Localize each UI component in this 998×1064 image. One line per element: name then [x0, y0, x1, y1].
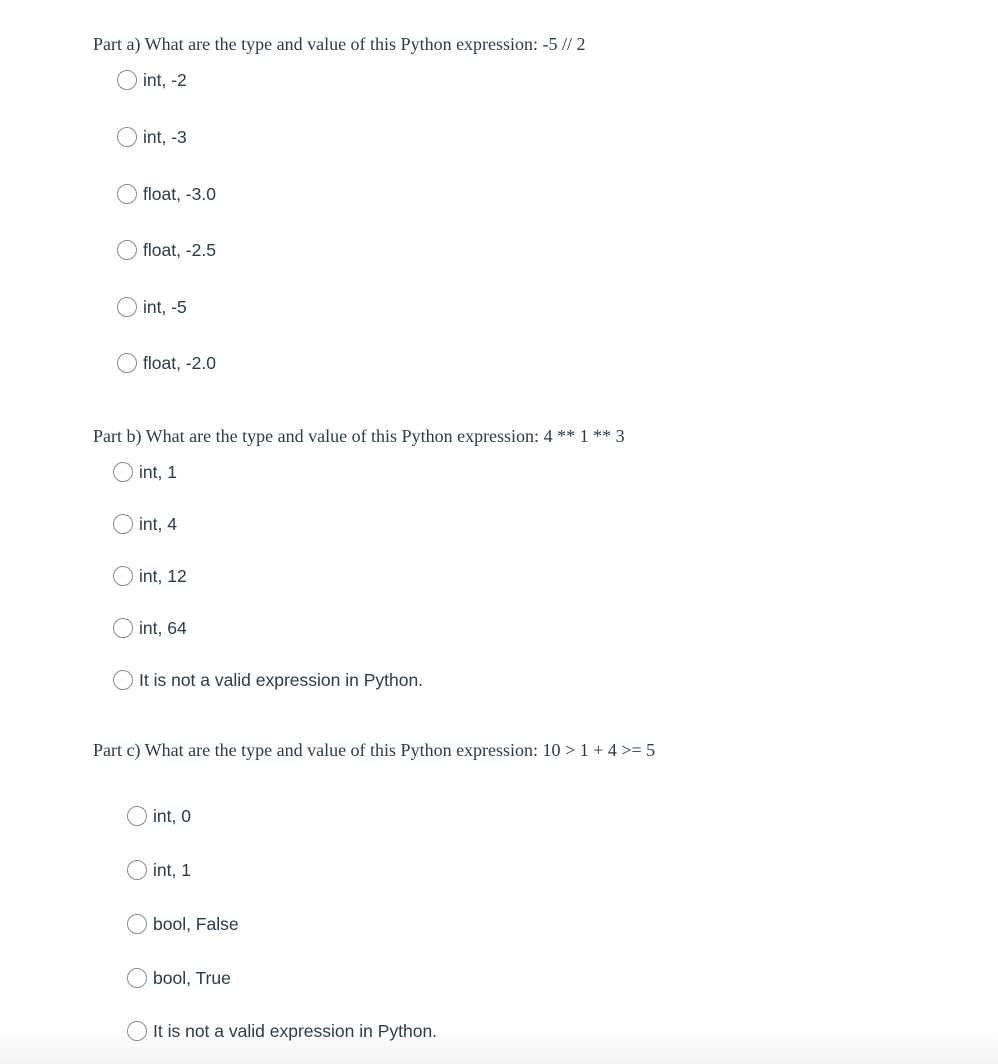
radio-button[interactable] — [127, 860, 147, 880]
radio-button[interactable] — [113, 514, 133, 534]
option-label: int, -2 — [143, 70, 187, 90]
radio-button[interactable] — [127, 806, 147, 826]
radio-button[interactable] — [117, 353, 137, 373]
radio-button[interactable] — [117, 240, 137, 260]
option-label: It is not a valid expression in Python. — [153, 1021, 438, 1041]
radio-button[interactable] — [117, 70, 137, 90]
question-c-option-1[interactable] — [127, 804, 191, 828]
question-b-option-5[interactable] — [113, 668, 423, 692]
question-a-prompt: Part a) What are the type and value of this Python expression: -5 // 2 — [93, 34, 586, 54]
question-a-option-6[interactable] — [117, 351, 216, 375]
question-a-option-4[interactable] — [117, 238, 216, 262]
question-a-option-1[interactable] — [117, 68, 187, 92]
radio-button[interactable] — [127, 914, 147, 934]
option-label: float, -3.0 — [143, 184, 216, 204]
question-c-option-2[interactable] — [127, 858, 191, 882]
radio-button[interactable] — [117, 184, 137, 204]
option-label: It is not a valid expression in Python. — [139, 670, 424, 690]
radio-button[interactable] — [113, 670, 133, 690]
radio-button[interactable] — [113, 462, 133, 482]
question-b-option-4[interactable] — [113, 616, 187, 640]
question-a-option-5[interactable] — [117, 295, 187, 319]
question-c-prompt: Part c) What are the type and value of this Python expression: 10 > 1 + 4 >= 5 — [93, 740, 656, 760]
question-c-option-5[interactable] — [127, 1019, 437, 1043]
question-b-prompt: Part b) What are the type and value of this Python expression: 4 ** 1 ** 3 — [93, 426, 625, 446]
option-label: int, 1 — [153, 860, 191, 880]
question-c-option-3[interactable] — [127, 912, 239, 936]
option-label: int, -5 — [143, 297, 187, 317]
radio-button[interactable] — [117, 127, 137, 147]
option-label: float, -2.5 — [143, 240, 216, 260]
radio-button[interactable] — [127, 1021, 147, 1041]
question-a-option-3[interactable] — [117, 182, 216, 206]
question-a-option-2[interactable] — [117, 125, 187, 149]
question-b-option-3[interactable] — [113, 564, 187, 588]
radio-button[interactable] — [117, 297, 137, 317]
option-label: bool, True — [153, 968, 231, 988]
option-label: int, 1 — [139, 462, 177, 482]
option-label: bool, False — [153, 914, 239, 934]
question-c-option-4[interactable] — [127, 966, 231, 990]
question-b-option-2[interactable] — [113, 512, 177, 536]
option-label: int, 64 — [139, 618, 187, 638]
radio-button[interactable] — [113, 618, 133, 638]
option-label: float, -2.0 — [143, 353, 216, 373]
option-label: int, 0 — [153, 806, 191, 826]
option-label: int, 4 — [139, 514, 177, 534]
radio-button[interactable] — [127, 968, 147, 988]
radio-button[interactable] — [113, 566, 133, 586]
option-label: int, 12 — [139, 566, 187, 586]
question-b-option-1[interactable] — [113, 460, 177, 484]
option-label: int, -3 — [143, 127, 187, 147]
